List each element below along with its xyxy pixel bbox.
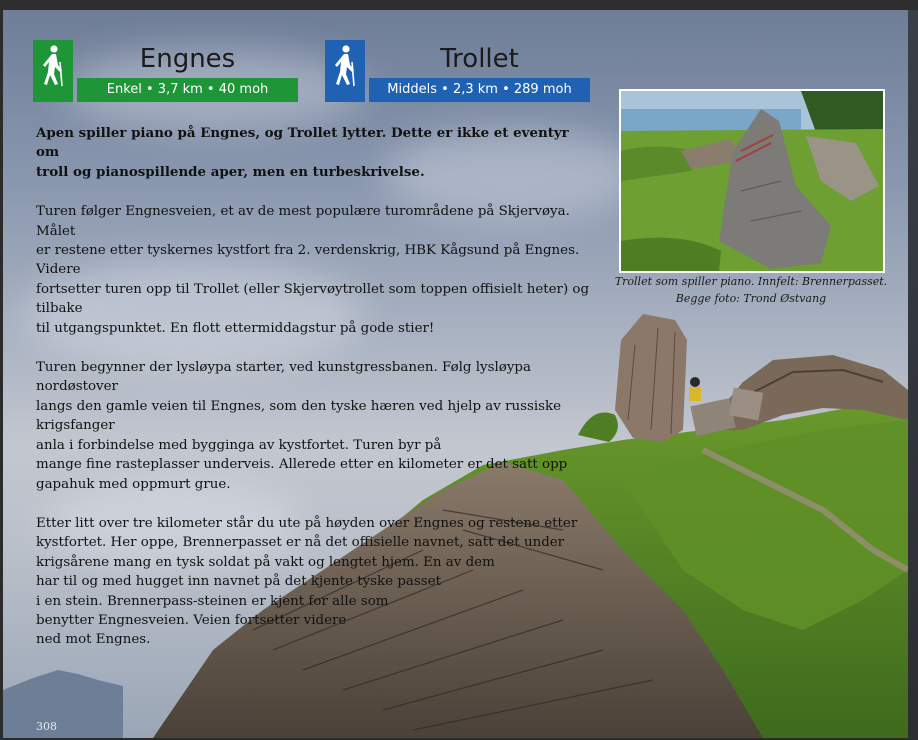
caption-line: Begge foto: Trond Østvang <box>675 292 827 305</box>
text-line: Turen følger Engnesveien, et av de mest populære turområdene på Skjervøya. Målet <box>36 204 570 239</box>
inset-photo <box>619 89 885 273</box>
text-line: til utgangspunktet. En flott ettermiddagstur på gode stier! <box>36 320 435 336</box>
hike-badge-engnes <box>33 40 298 102</box>
text-line: har til og med hugget inn navnet på det kjente tyske passet <box>36 574 441 590</box>
text-line: gapahuk med oppmurt grue. <box>36 476 231 492</box>
lead-line: Apen spiller piano på Engnes, og Trollet lytter. Dette er ikke et eventyr om <box>36 125 569 161</box>
text-line: benytter Engnesveien. Veien fortsetter videre <box>36 612 347 628</box>
hike-title: Engnes <box>139 44 236 74</box>
lead-line: troll og pianospillende aper, men en turbeskrivelse. <box>36 163 425 180</box>
text-line: Etter litt over tre kilometer står du ute på høyden over Engnes og restene etter <box>36 515 578 531</box>
hiker-icon <box>325 40 365 102</box>
article-body <box>36 124 596 670</box>
viewer-top-bar <box>0 0 918 10</box>
text-line: mange fine rasteplasser underveis. Allerede etter en kilometer er det satt opp <box>36 457 568 473</box>
text-line: Turen begynner der lysløypa starter, ved kunstgressbanen. Følg lysløypa nordøstover <box>36 360 531 395</box>
article-paragraph-3 <box>36 514 596 650</box>
text-line: fortsetter turen opp til Trollet (eller Skjervøytrollet som toppen offisielt heter) og tilbake <box>36 281 590 317</box>
text-line: kystfortet. Her oppe, Brennerpasset er nå det offisielle navnet, satt det under <box>36 535 565 551</box>
page-number: 308 <box>36 720 57 733</box>
caption-line: Trollet som spiller piano. Innfelt: Brennerpasset. <box>614 275 888 288</box>
book-page <box>3 10 908 738</box>
article-paragraph-1 <box>36 202 596 338</box>
text-line: er restene etter tyskernes kystfort fra 2. verdenskrig, HBK Kågsund på Engnes. Videre <box>36 243 580 278</box>
text-line: langs den gamle veien til Engnes, som den tyske hæren ved hjelp av russiske krigsfanger <box>36 398 562 434</box>
text-line: anla i forbindelse med bygginga av kystfortet. Turen byr på <box>36 437 442 453</box>
article-paragraph-2 <box>36 358 596 494</box>
hiker-icon <box>33 40 73 102</box>
article-lead <box>36 124 596 182</box>
hike-info: Middels • 2,3 km • 289 moh <box>369 78 590 102</box>
distant-mountains <box>3 670 123 738</box>
photo-caption <box>613 273 889 307</box>
hike-title: Trollet <box>440 44 519 74</box>
text-line: krigsårene mang en tysk soldat på vakt og lengtet hjem. En av dem <box>36 554 495 570</box>
next-page-edge <box>908 10 918 740</box>
text-line: i en stein. Brennerpass-steinen er kjent for alle som <box>36 593 389 609</box>
hike-info: Enkel • 3,7 km • 40 moh <box>77 78 298 102</box>
hike-badge-trollet <box>325 40 590 102</box>
text-line: ned mot Engnes. <box>36 632 151 648</box>
